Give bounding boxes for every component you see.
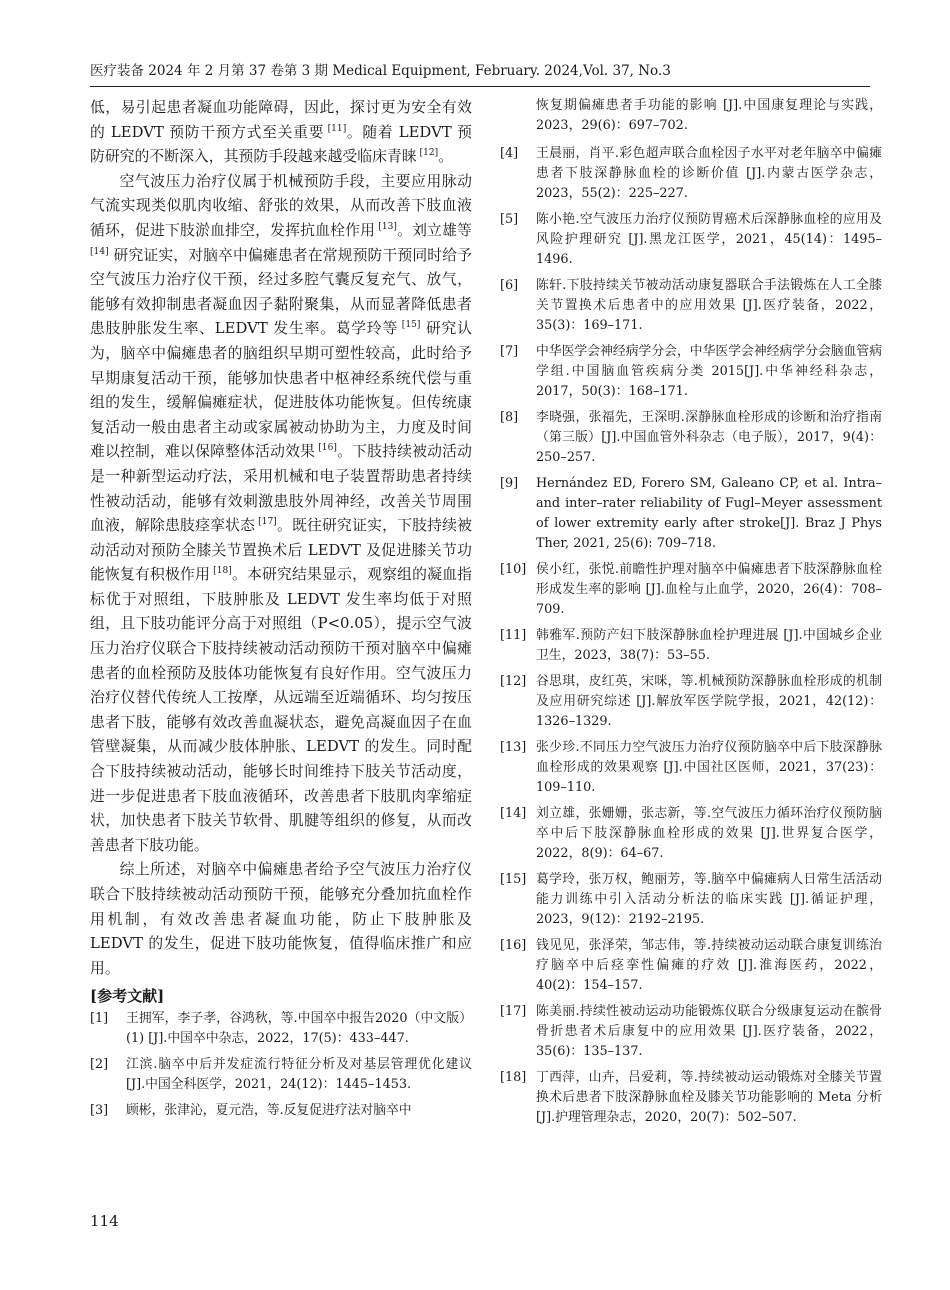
citation-marker: [16] bbox=[315, 443, 337, 454]
reference-item bbox=[500, 408, 882, 468]
reference-number: [11] bbox=[500, 628, 527, 643]
header-rule bbox=[90, 86, 870, 87]
reference-text: 葛学玲，张万权，鲍丽芳，等.脑卒中偏瘫病人日常生活活动能力训练中引入活动分析法的临床实践 [J].循证护理，2023，9(12)：2192–2195. bbox=[536, 872, 882, 927]
reference-text: 陈轩.下肢持续关节被动活动康复器联合手法锻炼在人工全膝关节置换术后患者中的应用效果 [J].医疗装备，2022，35(3)：169–171. bbox=[536, 278, 882, 333]
reference-item bbox=[500, 276, 882, 336]
reference-text: 刘立雄，张姗姗，张志新，等.空气波压力循环治疗仪预防脑卒中后下肢深静脉血栓形成的效果 [J].世界复合医学，2022，8(9)：64–67. bbox=[536, 806, 882, 861]
reference-text: 韩雅军.预防产妇下肢深静脉血栓护理进展 [J].中国城乡企业卫生，2023，38(7)：53–55. bbox=[536, 628, 882, 663]
paragraph-conclusion: 综上所述，对脑卒中偏瘫患者给予空气波压力治疗仪联合下肢持续被动活动预防干预，能够充分叠加抗血栓作用机制，有效改善患者凝血功能，防止下肢肿胀及 LEDVT 的发生，促进下肢功能恢复，值得临床推广和应用。 bbox=[90, 861, 472, 977]
reference-text: 江滨.脑卒中后并发症流行特征分析及对基层管理优化建议 [J].中国全科医学，2021，24(12)：1445–1453. bbox=[126, 1057, 472, 1093]
reference-text: 陈美丽.持续性被动运动功能锻炼仪联合分级康复运动在髌骨骨折患者术后康复中的应用效果 [J].医疗装备，2022，35(6)：135–137. bbox=[536, 1004, 882, 1059]
reference-number: [17] bbox=[500, 1004, 527, 1019]
reference-continuation bbox=[500, 96, 882, 136]
reference-number: [18] bbox=[500, 1070, 527, 1085]
reference-number: [14] bbox=[500, 806, 527, 821]
reference-number: [3] bbox=[90, 1103, 109, 1119]
reference-text: 李晓强，张福先，王深明.深静脉血栓形成的诊断和治疗指南（第三版）[J].中国血管外科杂志（电子版），2017，9(4)：250–257. bbox=[536, 410, 882, 465]
reference-item bbox=[500, 738, 882, 798]
paragraph-1: 低，易引起患者凝血功能障碍，因此，探讨更为安全有效的 LEDVT 预防干预方式至关重要 [11]。随着 LEDVT 预防研究的不断深入，其预防手段越来越受临床青睐 [12]。 bbox=[90, 99, 472, 166]
reference-number: [12] bbox=[500, 674, 527, 689]
reference-text: 丁西萍，山卉，吕爱莉，等.持续被动运动锻炼对全膝关节置换术后患者下肢深静脉血栓及膝关节功能影响的 Meta 分析 [J].护理管理杂志，2020，20(7)：502–507. bbox=[536, 1070, 882, 1125]
reference-number: [5] bbox=[500, 212, 519, 227]
reference-item bbox=[90, 1055, 472, 1095]
reference-number: [15] bbox=[500, 872, 527, 887]
reference-item bbox=[500, 870, 882, 930]
reference-text: 恢复期偏瘫患者手功能的影响 [J].中国康复理论与实践，2023，29(6)：697–702. bbox=[536, 98, 882, 133]
reference-text: 谷思琪，皮红英，宋咪，等.机械预防深静脉血栓形成的机制及应用研究综述 [J].解放军医学院学报，2021，42(12)：1326–1329. bbox=[536, 674, 882, 729]
reference-item bbox=[500, 1068, 882, 1128]
references-title: [参考文献] bbox=[90, 987, 165, 1006]
reference-text: Hernández ED, Forero SM, Galeano CP, et al. Intra–and inter–rater reliability of Fugl–Meyer assessment of lower extremity early after stroke[J]. Braz J Phys Ther, 2021, 25(6): 709–718. bbox=[536, 476, 882, 551]
citation-marker: [11] bbox=[324, 123, 347, 134]
reference-item bbox=[500, 210, 882, 270]
reference-number: [2] bbox=[90, 1057, 109, 1073]
reference-item bbox=[500, 474, 882, 554]
reference-text: 张少珍.不同压力空气波压力治疗仪预防脑卒中后下肢深静脉血栓形成的效果观察 [J].中国社区医师，2021，37(23)：109–110. bbox=[536, 740, 882, 795]
reference-item bbox=[500, 626, 882, 666]
reference-list-right bbox=[500, 144, 882, 1128]
reference-item bbox=[90, 1009, 472, 1049]
reference-text: 侯小红，张悦.前瞻性护理对脑卒中偏瘫患者下肢深静脉血栓形成发生率的影响 [J].血栓与止血学，2020，26(4)：708–709. bbox=[536, 562, 882, 617]
reference-text: 钱见见，张泽荣，邹志伟，等.持续被动运动联合康复训练治疗脑卒中后痉挛性偏瘫的疗效 [J].淮海医药，2022，40(2)：154–157. bbox=[536, 938, 882, 993]
left-column bbox=[90, 96, 472, 1127]
reference-text: 王晨丽，肖平.彩色超声联合血栓因子水平对老年脑卒中偏瘫患者下肢深静脉血栓的诊断价值 [J].内蒙古医学杂志，2023，55(2)：225–227. bbox=[536, 146, 882, 201]
reference-item bbox=[500, 804, 882, 864]
citation-marker: [13] bbox=[375, 222, 397, 233]
citation-marker: [12] bbox=[416, 148, 439, 159]
reference-item bbox=[500, 1002, 882, 1062]
reference-number: [9] bbox=[500, 476, 519, 491]
running-header: 医疗装备 2024 年 2 月第 37 卷第 3 期 Medical Equipment, February. 2024,Vol. 37, No.3 bbox=[90, 63, 671, 79]
reference-number: [7] bbox=[500, 344, 519, 359]
paragraph-2: 空气波压力治疗仪属于机械预防手段，主要应用脉动气流实现类似肌肉收缩、舒张的效果，从而改善下肢血液循环，促进下肢淤血排空，发挥抗血栓作用 [13]。刘立雄等 [14] 研究证实，对脑卒中偏瘫患者在常规预防干预同时给予空气波压力治疗仪干预，经过多腔气囊反复充气、放气，能够有效抑制患者凝血因子黏附聚集，从而显著降低患者患肢肿胀发生率、LEDVT 发生率。葛学玲等 [15] 研究认为，脑卒中偏瘫患者的脑组织早期可塑性较高，此时给予早期康复活动干预，能够加快患者中枢神经系统代偿与重组的发生，缓解偏瘫症状，促进肢体功能恢复。但传统康复活动一般由患者主动或家属被动协助为主，力度及时间难以控制，难以保障整体活动效果 [16]。下肢持续被动活动是一种新型运动疗法，采用机械和电子装置帮助患者持续性被动活动，能够有效刺激患肢外周神经，改善关节周围血液，解除患肢痉挛状态 [17]。既往研究证实，下肢持续被动活动对预防全膝关节置换术后 LEDVT 及促进膝关节功能恢复有积极作用 [18]。本研究结果显示，观察组的凝血指标优于对照组，下肢肿胀及 LEDVT 发生率均低于对照组，且下肢功能评分高于对照组（P<0.05），提示空气波压力治疗仪联合下肢持续被动活动预防干预对脑卒中偏瘫患者的血栓预防及肢体功能恢复有良好作用。空气波压力治疗仪替代传统人工按摩，从远端至近端循环、均匀按压患者下肢，能够有效改善血凝状态，避免高凝血因子在血管壁凝集，从而减少肢体肿胀、LEDVT 的发生。同时配合下肢持续被动活动，能够长时间维持下肢关节活动度，进一步促进患者下肢血液循环，改善患者下肢肌肉挛缩症状，加快患者下肢关节软骨、肌腱等组织的修复，从而改善患者下肢功能。 bbox=[90, 172, 472, 854]
reference-number: [6] bbox=[500, 278, 519, 293]
reference-item bbox=[500, 560, 882, 620]
reference-number: [16] bbox=[500, 938, 527, 953]
reference-item bbox=[90, 1101, 472, 1121]
reference-item bbox=[500, 342, 882, 402]
citation-marker: [17] bbox=[255, 517, 277, 528]
reference-text: 陈小艳.空气波压力治疗仪预防胃癌术后深静脉血栓的应用及风险护理研究 [J].黑龙江医学，2021，45(14)：1495–1496. bbox=[536, 212, 882, 267]
reference-text: 中华医学会神经病学分会，中华医学会神经病学分会脑血管病学组.中国脑血管疾病分类 2015[J].中华神经科杂志，2017，50(3)：168–171. bbox=[536, 344, 882, 399]
citation-marker: [14] bbox=[90, 246, 109, 257]
right-column bbox=[500, 96, 882, 1134]
reference-item bbox=[500, 936, 882, 996]
reference-text: 王拥军，李子孝，谷鸿秋，等.中国卒中报告2020（中文版）(1) [J].中国卒中杂志，2022，17(5)：433–447. bbox=[126, 1011, 472, 1047]
reference-number: [1] bbox=[90, 1011, 109, 1027]
reference-number: [8] bbox=[500, 410, 519, 425]
reference-number: [13] bbox=[500, 740, 527, 755]
reference-number: [4] bbox=[500, 146, 519, 161]
page-number: 114 bbox=[90, 1212, 119, 1230]
citation-marker: [18] bbox=[210, 566, 232, 577]
citation-marker: [15] bbox=[398, 320, 421, 331]
reference-list-left bbox=[90, 1009, 472, 1121]
reference-item bbox=[500, 144, 882, 204]
reference-number: [10] bbox=[500, 562, 527, 577]
reference-text: 顾彬，张津沁，夏元浩，等.反复促进疗法对脑卒中 bbox=[126, 1103, 412, 1119]
reference-item bbox=[500, 672, 882, 732]
